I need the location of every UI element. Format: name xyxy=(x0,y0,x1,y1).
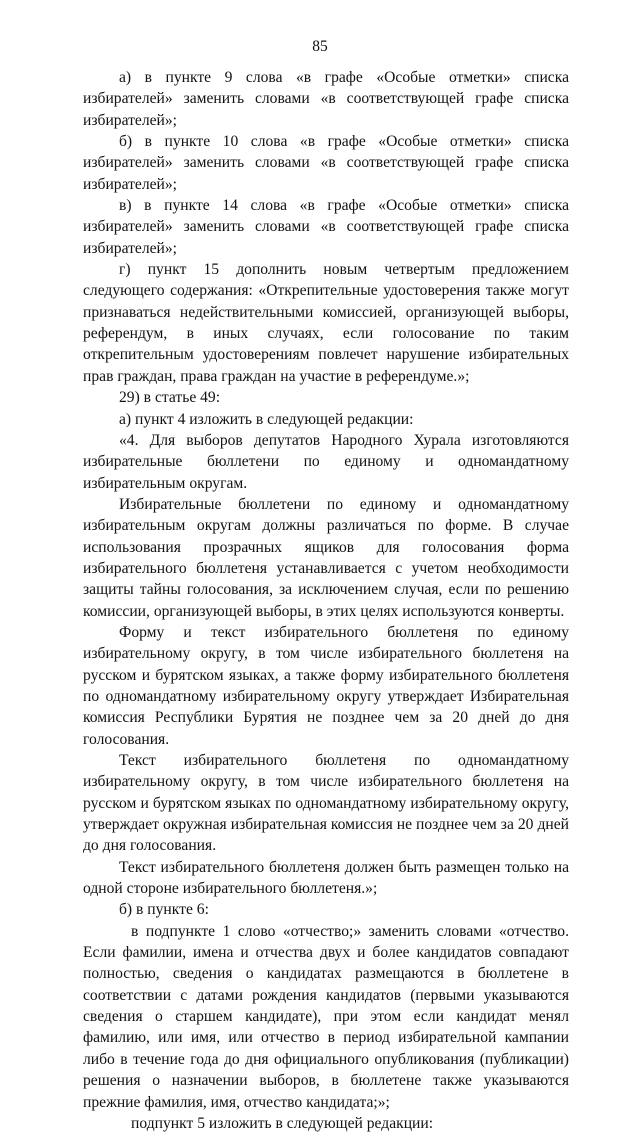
paragraph-amend-item-14: в) в пункте 14 слова «в графе «Особые отметки» списка избирателей» заменить словами «в соответствующей графе списка избирателей»; xyxy=(83,197,569,257)
paragraph-article-49: 29) в статье 49: xyxy=(119,389,221,407)
paragraph-item-6-intro: б) в пункте 6: xyxy=(119,901,209,919)
paragraph-amend-item-10: б) в пункте 10 слова «в графе «Особые отметки» списка избирателей» заменить словами «в соответствующей графе списка избирателей»; xyxy=(83,133,569,193)
page-number: 85 xyxy=(312,38,328,55)
paragraph-ballot-forms: Избирательные бюллетени по единому и одномандатному избирательным округам должны различаться по форме. В случае использования прозрачных ящиков для голосования форма избирательного бюллетеня устанавливается с учетом необходимости защиты тайны голосования, за исключением случая, если по решению комиссии, организующей выборы, в этих целях используются конверты. xyxy=(83,495,569,620)
paragraph-item-4-text: «4. Для выборов депутатов Народного Хурала изготовляются избирательные бюллетени по единому и одномандатному избирательным округам. xyxy=(83,431,569,492)
paragraph-ballot-approval-single: Форму и текст избирательного бюллетеня по единому избирательному округу, в том числе избирательного бюллетеня на русском и бурятском языках, а также форму избирательного бюллетеня по одномандатному избирательному округу утверждает Избирательная комиссия Республики Бурятия не позднее чем за 20 дней до дня голосования. xyxy=(83,623,569,748)
paragraph-ballot-approval-district: Текст избирательного бюллетеня по одномандатному избирательному округу, в том числе избирательного бюллетеня на русском и бурятском языках по одномандатному избирательному округу, утверждает окружная избирательная комиссия не позднее чем за 20 дней до дня голосования. xyxy=(83,752,569,855)
document-body xyxy=(83,67,569,1134)
paragraph-subitem-1: в подпункте 1 слово «отчество;» заменить словами «отчество. Если фамилии, имена и отчества двух и более кандидатов совпадают полностью, сведения о кандидатах размещаются в бюллетене в соответствии с датами рождения кандидатов (первыми указываются сведения о старшем кандидате), при этом если кандидат менял фамилию, или имя, или отчество в период избирательной кампании либо в течение года до дня официального опубликования (публикации) решения о назначении выборов, в бюллетене также указываются прежние фамилия, имя, отчество кандидата;»; xyxy=(83,922,569,1111)
paragraph-ballot-one-side: Текст избирательного бюллетеня должен быть размещен только на одной стороне избирательного бюллетеня.»; xyxy=(83,858,569,898)
paragraph-subitem-5: подпункт 5 изложить в следующей редакции: xyxy=(131,1114,434,1132)
paragraph-amend-item-9: а) в пункте 9 слова «в графе «Особые отметки» списка избирателей» заменить словами «в соответствующей графе списка избирателей»; xyxy=(83,69,569,129)
paragraph-item-4-intro: а) пункт 4 изложить в следующей редакции: xyxy=(119,410,414,428)
paragraph-amend-item-15: г) пункт 15 дополнить новым четвертым предложением следующего содержания: «Открепительные удостоверения также могут признаваться недействительными комиссией, организующей выборы, референдум, в иных случаях, если голосование по таким открепительным удостоверениям повлечет нарушение избирательных прав граждан, права граждан на участие в референдуме.»; xyxy=(83,261,569,385)
